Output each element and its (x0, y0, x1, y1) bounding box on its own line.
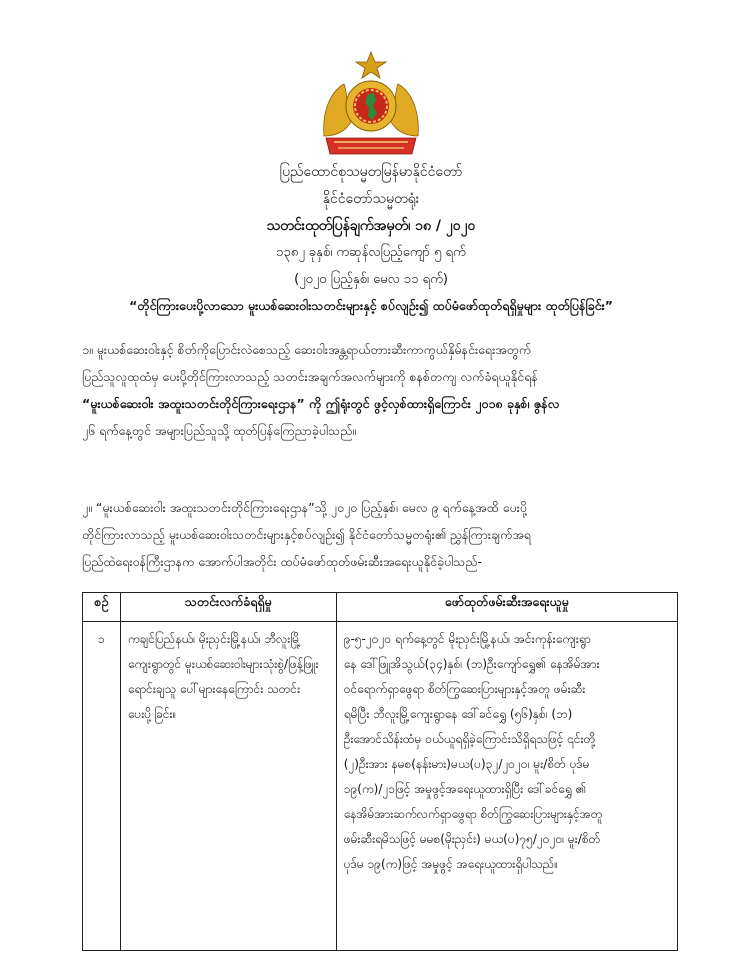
serial-number: ၁ (98, 632, 105, 646)
action-line: ပုဒ်မ ၁၉(က)ဖြင့် အမှုဖွင့် အရေးယူထားရှိပါသည်။ (343, 857, 558, 871)
gregorian-date: (၂၀၂၀ ပြည့်နှစ်၊ မေလ ၁၁ ရက်) (294, 272, 448, 287)
paragraph-2-line: တိုင်ကြားလာသည့် မူးယစ်ဆေးဝါးသတင်းများနှင့်စပ်လျဉ်း၍ နိုင်ငံတော်သမ္မတရုံး၏ ညွှန်ကြားချက်အရ (82, 527, 531, 542)
info-line: ကျေးရွာတွင် မူးယစ်ဆေးဝါးများသုံးစွဲ/ဖြန့်ဖြူး (127, 657, 319, 671)
office-name: နိုင်ငံတော်သမ္မတရုံး (322, 191, 420, 207)
row-info-cell (120, 622, 336, 951)
paragraph-2-line: ပြည်ထဲရေးဝန်ကြီးဌာနက အောက်ပါအတိုင်း ထပ်မံဖော်ထုတ်ဖမ်းဆီးအရေးယူနိုင်ခဲ့ပါသည်- (82, 554, 482, 569)
action-line: ဦးအောင်သိန်းထံမှ ဝယ်ယူရရှိခဲ့ကြောင်းသိရှိရသဖြင့် ၎င်းတို့ (343, 732, 596, 746)
release-number: သတင်းထုတ်ပြန်ချက်အမှတ်၊ ၁၈ / ၂၀၂၀ (266, 218, 476, 234)
table-header-row (83, 593, 678, 622)
header-info-received: သတင်းလက်ခံရရှိမှု (120, 593, 336, 622)
paragraph-1-line: ၁။ မူးယစ်ဆေးဝါးနှင့် စိတ်ကိုပြောင်းလဲစေသည့် ဆေးဝါးအန္တရာယ်တားဆီးကာကွယ်နှိမ်နင်းရေးအတွက် (82, 342, 532, 357)
action-line: ရမိပြီး ဘီလူးမြို့ကျေးရွာနေ ဒေါ်ခင်ရွှေ (၅၆)နှစ်၊ (ဘ) (343, 707, 573, 721)
info-line: ပေးပို့ခြင်း။ (127, 707, 177, 721)
info-line: ကချင်ပြည်နယ်၊ မိုးညှင်းမြို့နယ်၊ ဘီလူးမြို့ (127, 632, 301, 646)
paragraph-2-line: ၂။ “မူးယစ်ဆေးဝါး အထူးသတင်းတိုင်ကြားရေးဌာန”သို့ ၂၀၂၀ ပြည့်နှစ်၊ မေလ ၉ ရက်နေ့အထိ ပေးပို့ (82, 500, 527, 515)
row-action-cell (336, 622, 677, 951)
myanmar-date: ၁၃၈၂ ခုနှစ်၊ ကဆုန်လပြည့်ကျော် ၅ ရက် (276, 245, 466, 260)
header-serial: စဉ် (83, 593, 121, 622)
paragraph-2 (82, 494, 672, 575)
paragraph-1 (82, 336, 672, 444)
paragraph-1-line: ၂၆ ရက်နေ့တွင် အများပြည်သူသို့ ထုတ်ပြန်ကြေညာခဲ့ပါသည်။ (82, 423, 357, 438)
table-row (83, 622, 678, 951)
action-line: နေ ဒေါ်ဖြူအိသွယ်(၃၄)နှစ်၊ (ဘ)ဦးကျော်ရွှေ၏ နေအိမ်အား (343, 657, 600, 671)
state-seal-emblem (318, 50, 424, 160)
release-title: “တိုင်ကြားပေးပို့လာသော မူးယစ်ဆေးဝါးသတင်းများနှင့် စပ်လျဉ်း၍ ထပ်မံဖော်ထုတ်ရရှိမှုများ ထုတ်ပြန်ခြင်း” (129, 298, 613, 313)
info-line: ရောင်းချသူ ပေါ်များနေကြောင်း သတင်း (127, 682, 301, 696)
row-serial (83, 622, 121, 951)
action-line: (၂)ဦးအား နမစ(နန်းမား)မယ(ပ)၃၂/၂၀၂၀၊ မူး/စိတ် ပုဒ်မ (343, 757, 590, 771)
action-line: ဝင်ရောက်ရှာဖွေရာ စိတ်ကြွဆေးပြားများနှင့်အတူ ဖမ်းဆီး (343, 682, 586, 696)
country-name: ပြည်ထောင်စုသမ္မတမြန်မာနိုင်ငံတော် (279, 164, 463, 180)
action-line: ၉-၅-၂၀၂၀ ရက်နေ့တွင် မိုးညှင်းမြို့နယ်၊ အင်းကုန်းကျေးရွာ (343, 632, 591, 646)
paragraph-1-line: “မူးယစ်ဆေးဝါး အထူးသတင်းတိုင်ကြားရေးဌာန” ကို ဤရုံးတွင် ဖွင့်လှစ်ထားရှိကြောင်း ၂၀၁၈ ခုနှစ်၊ ဇွန်လ (82, 396, 560, 411)
action-line: နေအိမ်အားဆက်လက်ရှာဖွေရာ စိတ်ကြွဆေးပြားများနှင့်အတူ (343, 807, 603, 821)
action-line: ၁၉(က)/၂၁ဖြင့် အမှုဖွင့်အရေးယူထားရှိပြီး ဒေါ်ခင်ရွှေ ၏ (343, 782, 587, 796)
header-action-taken: ဖော်ထုတ်ဖမ်းဆီးအရေးယူမှု (336, 593, 677, 622)
action-line: ဖမ်းဆီးရမိသဖြင့် မမစ(မိုးညှင်း) မယ(ပ)၇၅/၂၀၂၀၊ မူး/စိတ် (343, 832, 601, 846)
paragraph-1-line: ပြည်သူလူထုထံမှ ပေးပို့တိုင်ကြားလာသည့် သတင်းအချက်အလက်များကို စနစ်တကျ လက်ခံရယူနိုင်ရန် (82, 369, 538, 384)
cases-table (82, 592, 678, 951)
